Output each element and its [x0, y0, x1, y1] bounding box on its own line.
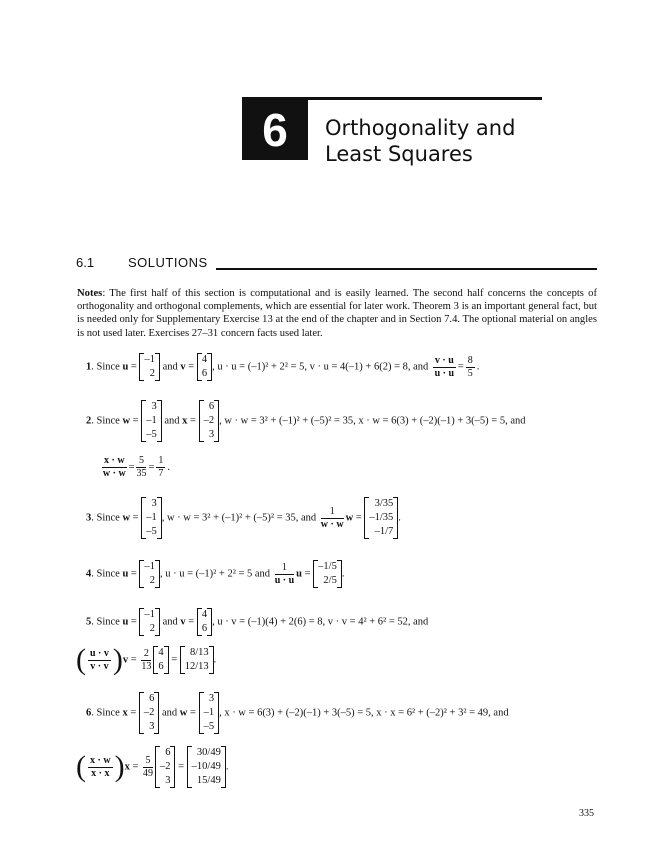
section-rule	[216, 268, 597, 270]
exercise-6-result: ( $\frac{x \cdot w}{x \cdot x}$ )x = $\frac{5}{49}$ 6 –2 3 = 30/49 –10/49 15/49 .	[76, 747, 229, 786]
vector-u: –1 2	[139, 353, 160, 381]
result-vector: 3/35 –1/35 –1/7	[364, 497, 398, 539]
notes-paragraph: Notes: The first half of this section is computational and is easily learned. The second half concerns the concepts of orthogonality and orthogonal complements, which are essential for later work. Theorem 3 is an important general fact, but is needed only for Supplementary Exercise 13 at the end of the chapter and in Section 7.4. The optional material on angles is not used later. Exercises 27–31 concern facts used later.	[77, 288, 597, 339]
vector-v: 4 6	[197, 608, 212, 636]
vector-x: 6 –2 3	[139, 692, 160, 734]
vector-u: –1 2	[139, 608, 160, 636]
vector-x: 6 –2 3	[199, 400, 220, 442]
vector-v: 4 6	[197, 353, 212, 381]
section-number: 6.1	[76, 255, 95, 270]
vector-w: 3 –1 –5	[199, 692, 220, 734]
page-number: 335	[579, 808, 594, 819]
result-vector: 8/13 12/13	[180, 646, 214, 674]
chapter-number: 6	[242, 100, 308, 160]
exercise-5-result: ( $\frac{u \cdot v}{v \cdot v}$ )v = $\frac{2}{13}$ 4 6 = 8/13 12/13 .	[76, 643, 217, 676]
vector-u: –1 2	[139, 560, 160, 588]
result-vector: 30/49 –10/49 15/49	[187, 746, 226, 788]
section-title: SOLUTIONS	[128, 255, 208, 270]
exercise-4: 4. Since u = –1 2 , u · u = (–1)² + 2² = 5 and $\frac{1}{u \cdot u}$ u = –1/5 2/5 .	[86, 561, 345, 586]
exercise-2-result: $\frac{x \cdot w}{w \cdot w}$ = $\frac{5}{35}$ = $\frac{1}{7}$ .	[102, 455, 171, 479]
vector-w: 3 –1 –5	[141, 497, 162, 539]
exercise-3: 3. Since w = 3 –1 –5 , w · w = 3² + (–1)² + (–5)² = 35, and $\frac{1}{w \cdot w}$ w = 3/35 –1/35 –1/7 .	[86, 498, 401, 537]
chapter-title: Orthogonality and Least Squares	[325, 116, 516, 166]
exercise-6: 6. Since x = 6 –2 3 and w = 3 –1 –5 , x · w = 6(3) + (–2)(–1) + 3(–5) = 5, x · x = 6² + (–2)² + 3² = 49, and	[86, 693, 509, 732]
vector-w: 3 –1 –5	[141, 400, 162, 442]
exercise-2: 2. Since w = 3 –1 –5 and x = 6 –2 3 , w · w = 3² + (–1)² + (–5)² = 35, x · w = 6(3) + (–2)(–1) + 3(–5) = 5, and	[86, 401, 526, 440]
exercise-5: 5. Since u = –1 2 and v = 4 6 , u · v = (–1)(4) + 2(6) = 8, v · v = 4² + 6² = 52, and	[86, 609, 429, 634]
fraction: $\frac{v \cdot u}{u \cdot u}$	[434, 354, 455, 379]
exercise-1: 1. Since u = –1 2 and v = 4 6 , u · u = (–1)² + 2² = 5, v · u = 4(–1) + 6(2) = 8, and $\frac{v \cdot u}{u \cdot u}$ = $\frac{8}{5}$ .	[86, 354, 480, 379]
result-vector: –1/5 2/5	[313, 560, 342, 588]
